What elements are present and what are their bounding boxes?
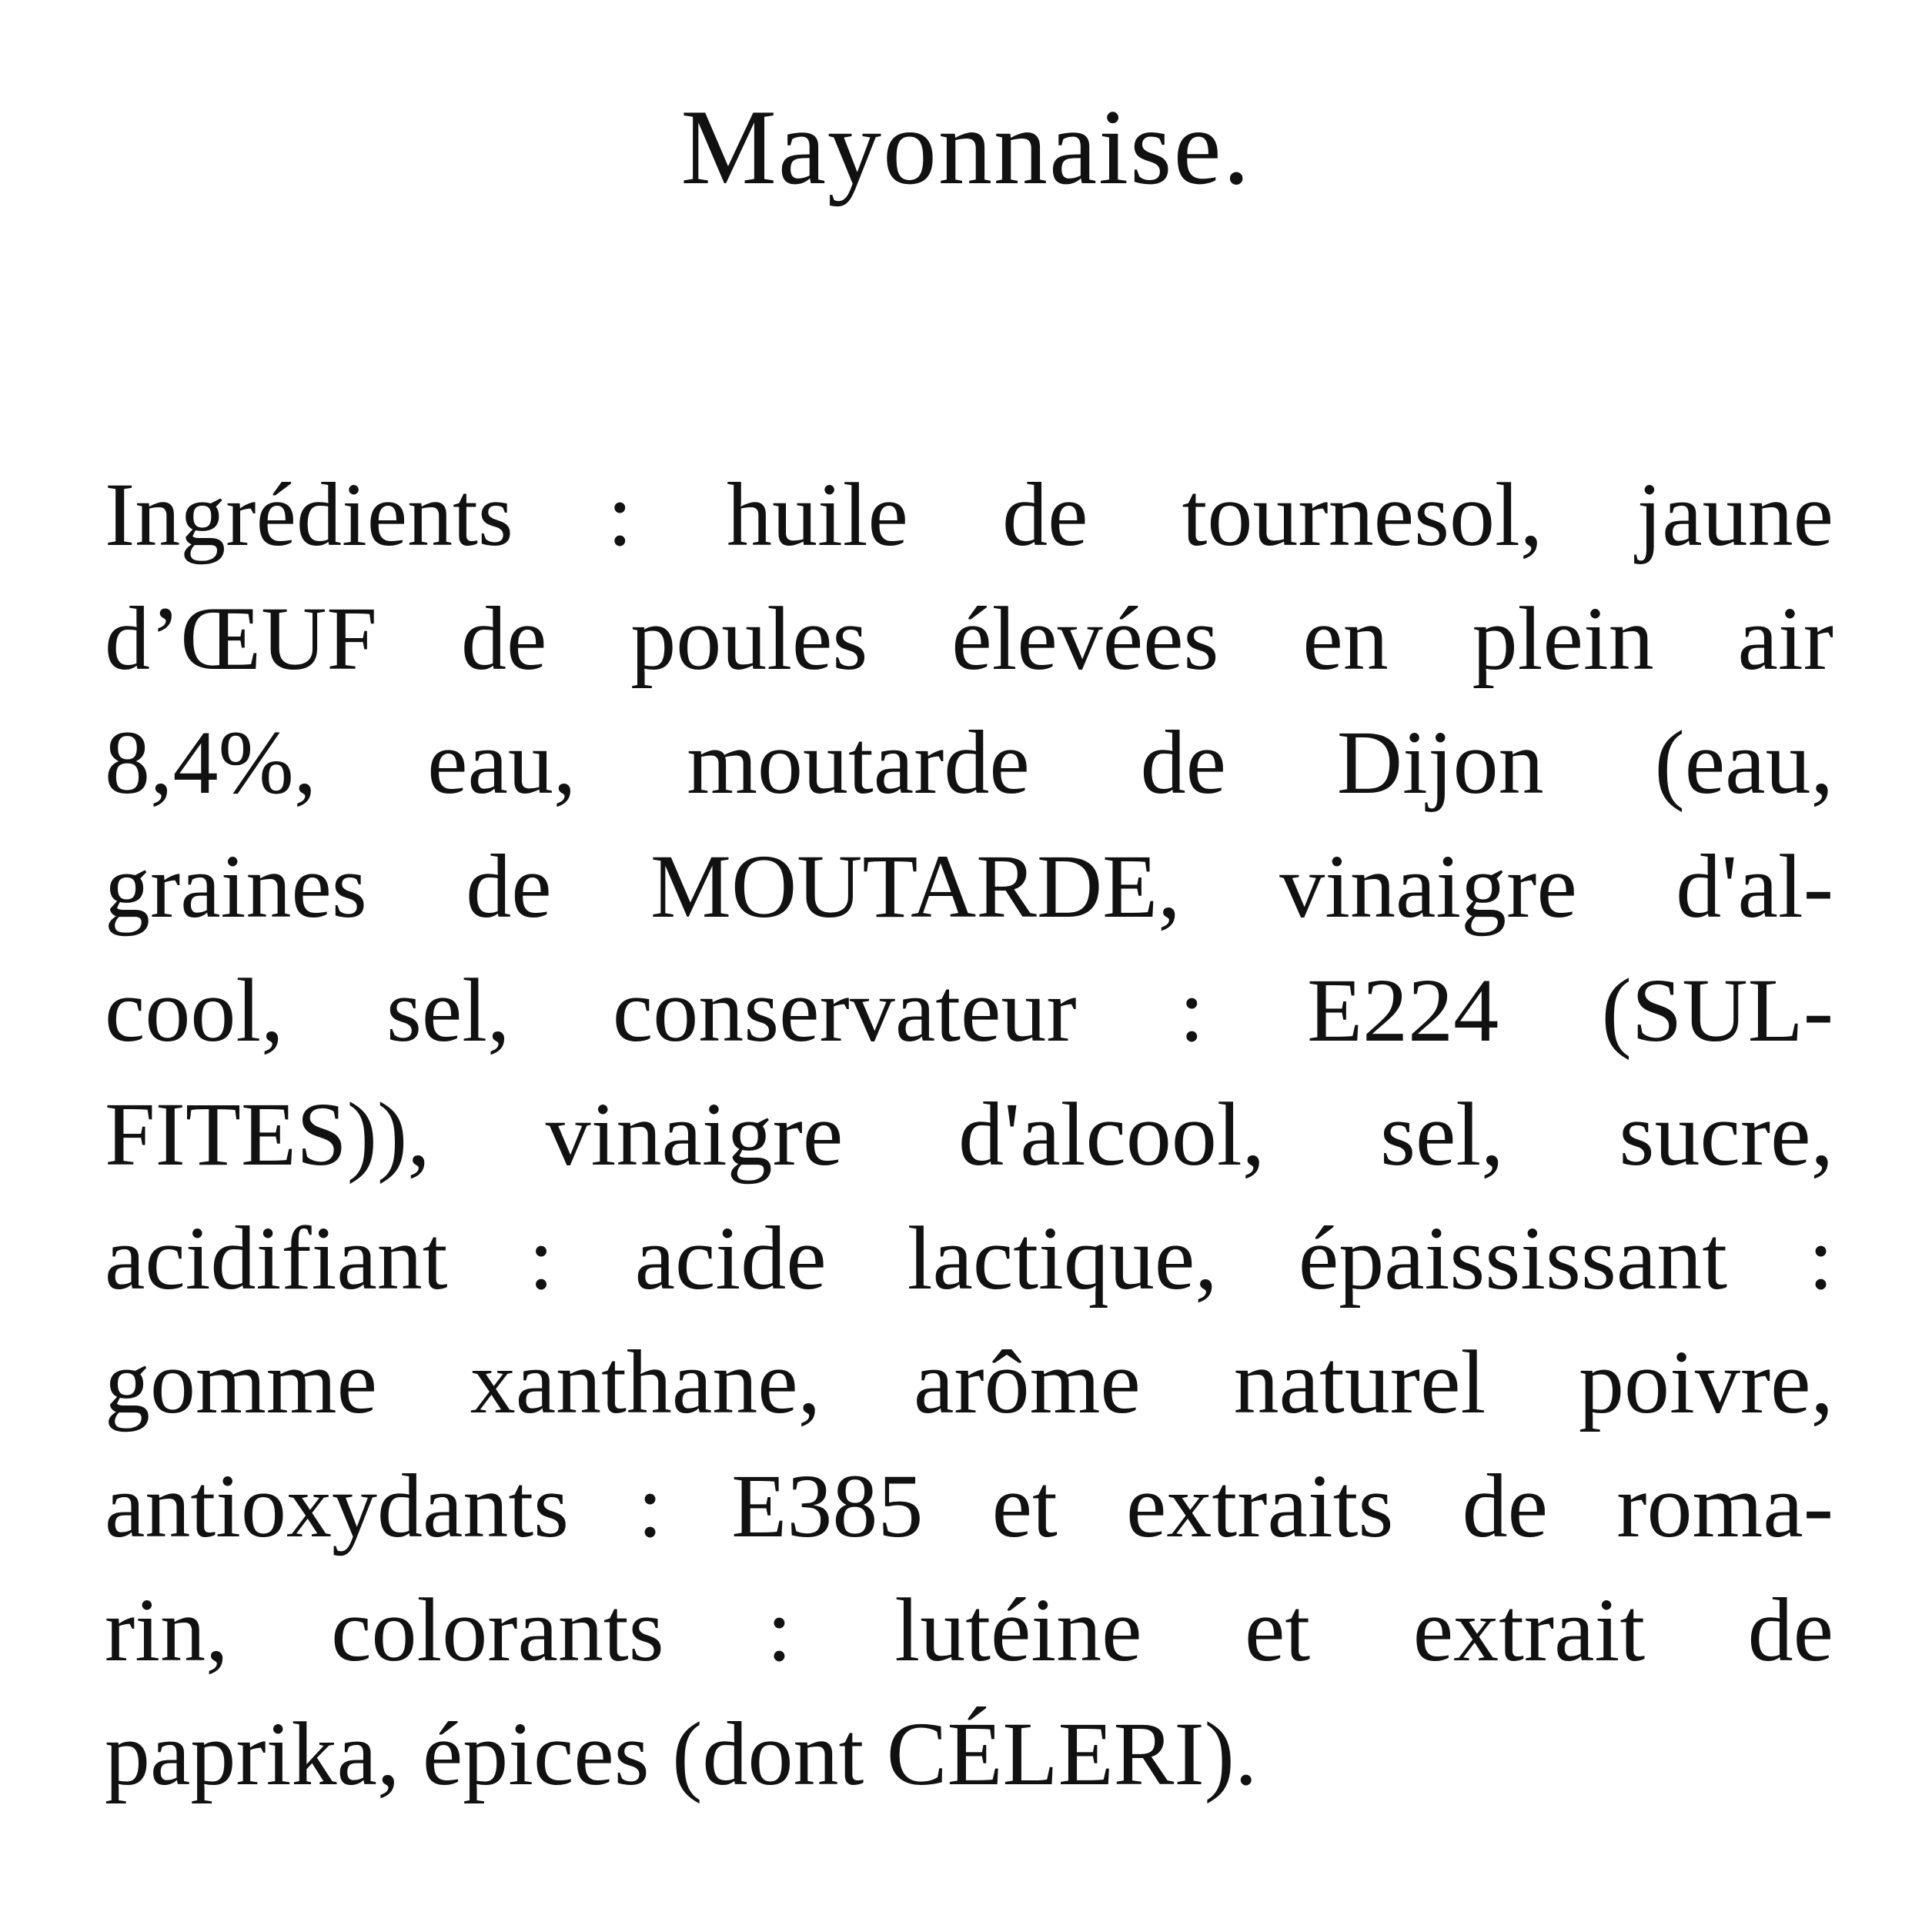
ingredients-line: gomme xanthane, arôme naturel poivre, [105,1332,1833,1432]
ingredients-line: paprika, épices (dont CÉLERI). [105,1703,1258,1804]
ingredients-line: FITES)), vinaigre d'alcool, sel, sucre, [105,1084,1833,1185]
ingredients-line: acidifiant : acide lactique, épaississant : [105,1208,1833,1309]
ingredients-line: d’ŒUF de poules élevées en plein air [105,588,1833,689]
ingredients-line: 8,4%, eau, moutarde de Dijon (eau, [105,712,1833,813]
ingredients-text [105,453,1833,1816]
ingredients-line: antioxydants : E385 et extraits de roma- [105,1456,1833,1556]
ingredients-line: cool, sel, conservateur : E224 (SUL- [105,960,1833,1061]
ingredients-line: rin, colorants : lutéine et extrait de [105,1579,1833,1680]
page-title: Mayonnaise. [680,88,1252,207]
ingredients-line: Ingrédients : huile de tournesol, jaune [105,464,1833,565]
ingredients-line: graines de MOUTARDE, vinaigre d'al- [105,836,1833,937]
